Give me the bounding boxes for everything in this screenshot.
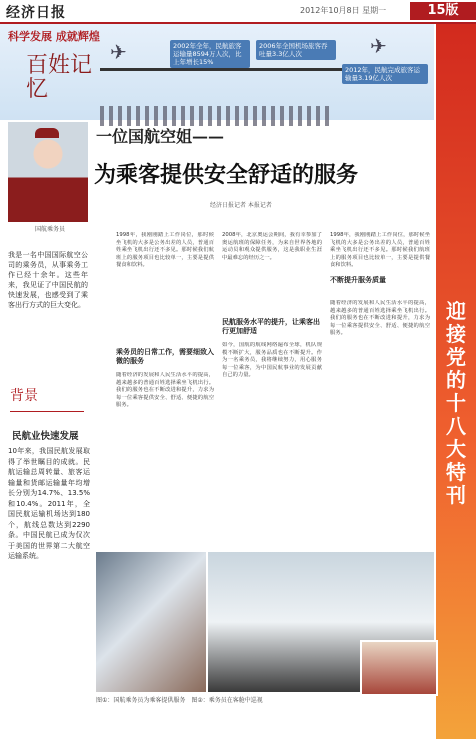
timeline-item: 2006年全国机场旅客吞吐量3.3亿人次 <box>256 40 336 60</box>
newspaper-logo: 经济日报 <box>6 5 66 21</box>
article-byline: 经济日报记者 本报记者 <box>210 202 272 209</box>
article-subhead: 民航服务水平的提升，让乘客出行更加舒适 <box>222 318 320 335</box>
article-paragraph: 随着经济的发展和人民生活水平的提高，越来越多的普通百姓选择乘坐飞机出行。我们的服务也在不断改进和提升，力求为每一位乘客提供安全、舒适、便捷的航空服务。 <box>116 372 214 409</box>
article-paragraph: 随着经济的发展和人民生活水平的提高，越来越多的普通百姓选择乘坐飞机出行。我们的服务也在不断改进和提升，力求为每一位乘客提供安全、舒适、便捷的航空服务。 <box>330 300 430 337</box>
article-paragraph: 如今，国航的航线网络遍布全球，机队规模不断扩大，服务品质也在不断提升。作为一名乘务员，我将继续努力，用心服务每一位乘客，为中国民航事业的发展贡献自己的力量。 <box>222 342 322 379</box>
article-paragraph: 1998年，我刚刚踏上工作岗位，那时候坐飞机的大多是公务出差的人员，普通百姓乘坐飞机出行还不多见。那时候我们航班上的服务项目也比较单一，主要是提供餐食和饮料。 <box>330 232 430 269</box>
portrait-caption: 国航乘务员 <box>34 226 65 233</box>
airplane-icon: ✈ <box>110 40 127 64</box>
photo-caption: 图①：国航乘务员为乘客提供服务 图②：乘务员在客舱中巡视 <box>96 697 263 704</box>
issue-date: 2012年10月8日 星期一 <box>300 6 387 15</box>
article-headline: 为乘客提供安全舒适的服务 <box>94 162 359 188</box>
passenger-photo <box>96 552 206 692</box>
timeline-item: 2012年，民航完成旅客运输量3.19亿人次 <box>342 64 428 84</box>
timeline-item: 2002年全年，民航旅客运输量8594万人次，比上年增长15% <box>170 40 250 68</box>
masthead <box>0 0 476 24</box>
article-intro: 我是一名中国国际航空公司的乘务员，从事乘务工作已经十余年。这些年来，我见证了中国民航的快速发展，也感受到了乘客出行方式的巨大变化。 <box>8 251 88 309</box>
sidebar-title: 民航业快速发展 <box>12 431 79 442</box>
article-paragraph: 1998年，我刚刚踏上工作岗位，那时候坐飞机的大多是公务出差的人员，普通百姓乘坐飞机出行还不多见。那时候我们航班上的服务项目也比较单一，主要是提供餐食和饮料。 <box>116 232 214 269</box>
article-subhead: 不断提升服务质量 <box>330 276 386 284</box>
airplane-icon: ✈ <box>370 34 387 58</box>
banner <box>0 24 434 120</box>
sidebar-body: 10年来，我国民航发展取得了举世瞩目的成就。民航运输总周转量、旅客运输量和货邮运输量年均增长分别为14.7%、13.5%和10.4%。2011年，全国民航运输机场达到180个，航线总数达到2290条。中国民航已成为仅次于美国的世界第二大航空运输系统。 <box>8 447 90 560</box>
banner-calligraphy: 百姓记忆 <box>26 53 93 102</box>
banner-strap: 科学发展 成就辉煌 <box>8 30 100 43</box>
article-subhead: 乘务员的日常工作，需要细致入微的服务 <box>116 348 214 365</box>
sidebar-header: 背景 <box>10 385 84 412</box>
inset-photo <box>360 640 438 696</box>
article-paragraph: 2008年，北京奥运会期间，我有幸参加了奥运航班的保障任务，为来自世界各地的运动员和观众提供服务，这是我职业生涯中最难忘的经历之一。 <box>222 232 322 261</box>
travellers-illustration <box>100 106 330 126</box>
portrait-hat <box>35 128 59 138</box>
page-number: 15版 <box>410 2 476 20</box>
article-kicker: 一位国航空姐—— <box>96 127 225 146</box>
special-issue-title: 迎接党的十八大特刊 <box>446 299 466 507</box>
